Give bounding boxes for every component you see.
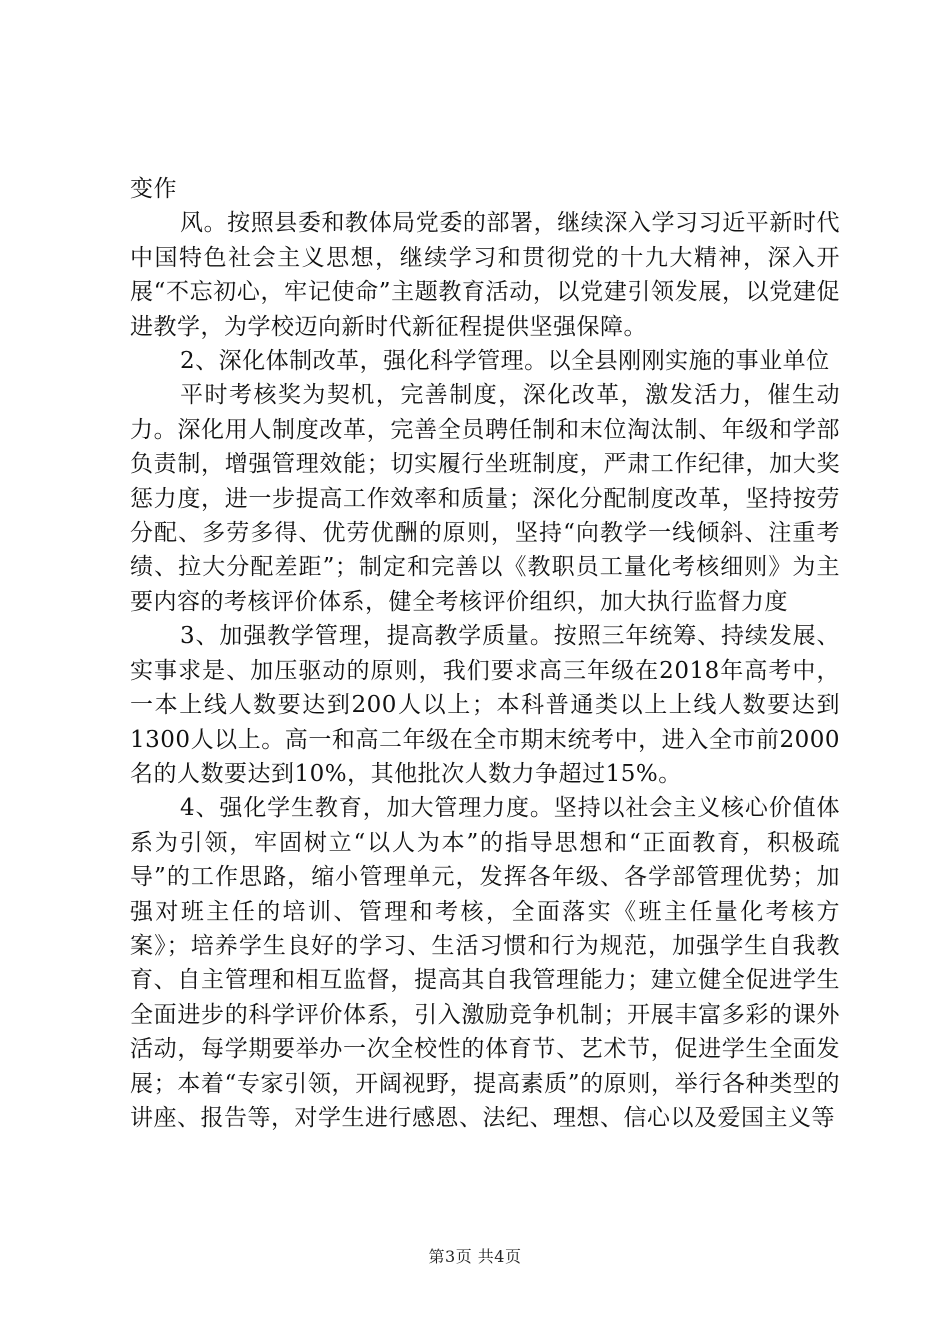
document-body bbox=[130, 172, 840, 1135]
page-number-footer: 第3页 共4页 bbox=[428, 1247, 522, 1266]
paragraph-2: 风。按照县委和教体局党委的部署，继续深入学习习近平新时代中国特色社会主义思想，继续学习和贯彻党的十九大精神，深入开展“不忘初心，牢记使命”主题教育活动，以党建引领发展，以党建促进教学，为学校迈向新时代新征程提供坚强保障。 bbox=[130, 210, 840, 340]
paragraph-1: 变作 bbox=[130, 176, 177, 202]
paragraph-6: 4、强化学生教育，加大管理力度。坚持以社会主义核心价值体系为引领，牢固树立“以人为本”的指导思想和“正面教育，积极疏导”的工作思路，缩小管理单元，发挥各年级、各学部管理优势；加强对班主任的培训、管理和考核，全面落实《班主任量化考核方案》；培养学生良好的学习、生活习惯和行为规范，加强学生自我教育、自主管理和相互监督，提高其自我管理能力；建立健全促进学生全面进步的科学评价体系，引入激励竞争机制；开展丰富多彩的课外活动，每学期要举办一次全校性的体育节、艺术节，促进学生全面发展；本着“专家引领，开阔视野，提高素质”的原则，举行各种类型的讲座、报告等，对学生进行感恩、法纪、理想、信心以及爱国主义等 bbox=[130, 795, 840, 1131]
paragraph-4: 平时考核奖为契机，完善制度，深化改革，激发活力，催生动力。深化用人制度改革，完善全员聘任制和末位淘汰制、年级和学部负责制，增强管理效能；切实履行坐班制度，严肃工作纪律，加大奖惩力度，进一步提高工作效率和质量；深化分配制度改革，坚持按劳分配、多劳多得、优劳优酬的原则，坚持“向教学一线倾斜、注重考绩、拉大分配差距”；制定和完善以《教职员工量化考核细则》为主要内容的考核评价体系，健全考核评价组织，加大执行监督力度 bbox=[130, 382, 840, 615]
paragraph-3: 2、深化体制改革，强化科学管理。以全县刚刚实施的事业单位 bbox=[180, 348, 830, 375]
paragraph-5: 3、加强教学管理，提高教学质量。按照三年统筹、持续发展、实事求是、加压驱动的原则，我们要求高三年级在2018年高考中，一本上线人数要达到200人以上；本科普通类以上上线人数要达到1300人以上。高一和高二年级在全市期末统考中，进入全市前2000名的人数要达到10%，其他批次人数力争超过15%。 bbox=[130, 623, 840, 787]
